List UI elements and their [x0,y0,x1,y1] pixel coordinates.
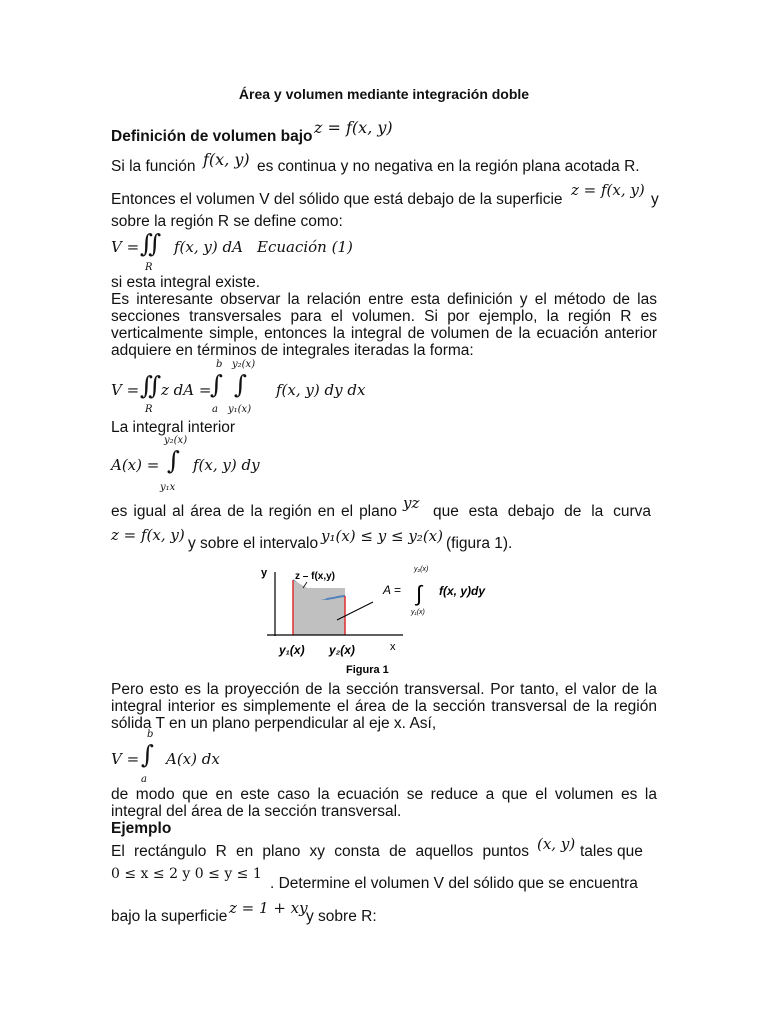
p8-surface: z = 1 + xy [229,899,308,917]
p8-text-a: El rectángulo R en plano xy consta de aquellos puntos [111,843,529,860]
figure-formula-upper: y₂(x) [414,566,429,573]
example-heading: Ejemplo [111,820,172,837]
eq2-region: R [145,404,153,415]
p6-line-2: integral interior es simplemente el área de la sección transversal de la región [111,698,657,715]
x-tick-label-1: y₁(x) [279,643,305,657]
x-tick-label-2: y₂(x) [329,643,355,657]
eq2-upper-outer: b [216,359,223,370]
eq1-label: Ecuación (1) [257,238,353,256]
p8-condition: 0 ≤ x ≤ 2 y 0 ≤ y ≤ 1 [111,866,262,882]
p2-text-c: sobre la región R se define como: [111,213,343,230]
eq4-lhs: V = [111,750,140,768]
eq3-lhs: A(x) = [111,456,160,474]
eq2-upper-inner: y₂(x) [232,359,256,370]
definition-heading: Definición de volumen bajo [111,128,313,145]
x-axis-label: x [390,641,396,653]
p6-line-1: Pero esto es la proyección de la sección transversal. Por tanto, el valor de la [111,681,657,698]
eq2-lower-outer: a [212,404,218,415]
p8-text-e: y sobre R: [306,908,377,925]
eq3-lower: y₁x [160,482,176,493]
p7-line-2: integral del área de la sección transversal. [111,803,402,820]
p5-text-a: es igual al área de la región en el plano [111,503,397,520]
p5-plane: yz [403,494,420,512]
eq3-integral-sign: ∫ [167,446,181,475]
p4-text: La integral interior [111,419,236,436]
figure-1 [255,558,515,678]
figure-formula-integral: ∫ [416,581,423,606]
eq4-integral-sign: ∫ [141,740,155,769]
p1-text-a: Si la función [111,158,196,175]
p3-line-2: Es interesante observar la relación entre esta definición y el método de las [111,291,657,308]
p8-text-d: bajo la superficie [111,908,228,925]
p5-interval: y₁(x) ≤ y ≤ y₂(x) [321,527,443,545]
eq4-upper: b [147,729,154,740]
p3-line-1: si esta integral existe. [111,274,261,291]
eq2-integrand: f(x, y) dy dx [276,381,366,399]
eq1-region: R [145,262,153,273]
document-title: Área y volumen mediante integración doble [238,86,530,102]
eq1-integral-sign: ∬ [140,229,162,258]
eq2-inner-integral: ∫ [234,370,248,399]
eq4-lower: a [141,774,147,785]
figure-formula-lower: y₁(x) [411,609,425,616]
eq2-outer-integral: ∫ [210,370,224,399]
figure-formula-integrand: f(x, y)dy [439,584,486,598]
p3-line-5: adquiere en términos de integrales iteradas la forma: [111,342,474,359]
definition-formula: z = f(x, y) [314,118,393,137]
p1-text-b: es continua y no negativa en la región plana acotada R. [257,158,640,175]
p5-curve: z = f(x, y) [111,526,185,544]
eq2-middle: z dA = [161,381,212,399]
eq2-double-integral: ∬ [140,371,162,400]
p3-line-4: verticalmente simple, entonces la integral de volumen de la ecuación anterior [111,325,657,342]
p2-formula: z = f(x, y) [571,181,645,199]
eq1-integrand: f(x, y) dA [174,238,243,256]
eq3-upper: y₂(x) [164,435,188,446]
eq2-lhs: V = [111,381,140,399]
y-axis-label: y [261,567,268,579]
p8-text-c: . Determine el volumen V del sólido que se encuentra [270,875,638,892]
p8-text-b: tales que [580,843,643,860]
eq3-integrand: f(x, y) dy [193,456,260,474]
p2-text-b: y [651,191,659,208]
p2-text-a: Entonces el volumen V del sólido que está debajo de la superficie [111,191,563,208]
p7-line-1: de modo que en este caso la ecuación se reduce a que el volumen es la [111,786,657,803]
p8-point: (x, y) [537,835,576,853]
p5-text-c: y sobre el intervalo [188,535,319,552]
eq1-lhs: V = [111,238,140,256]
p5-text-b: que esta debajo de la curva [433,503,651,520]
p3-line-3: secciones transversales para el volumen. Si por ejemplo, la región R es [111,308,657,325]
curve-label: z – f(x,y) [295,571,336,582]
eq2-lower-inner: y₁(x) [228,404,252,415]
p5-text-d: (figura 1). [446,535,513,552]
p6-line-3: sólida T en un plano perpendicular al eje x. Así, [111,715,437,732]
eq4-integrand: A(x) dx [166,750,220,768]
figure-formula-lhs: A = [383,583,401,597]
p1-formula: f(x, y) [203,150,250,169]
figure-caption: Figura 1 [346,664,389,676]
